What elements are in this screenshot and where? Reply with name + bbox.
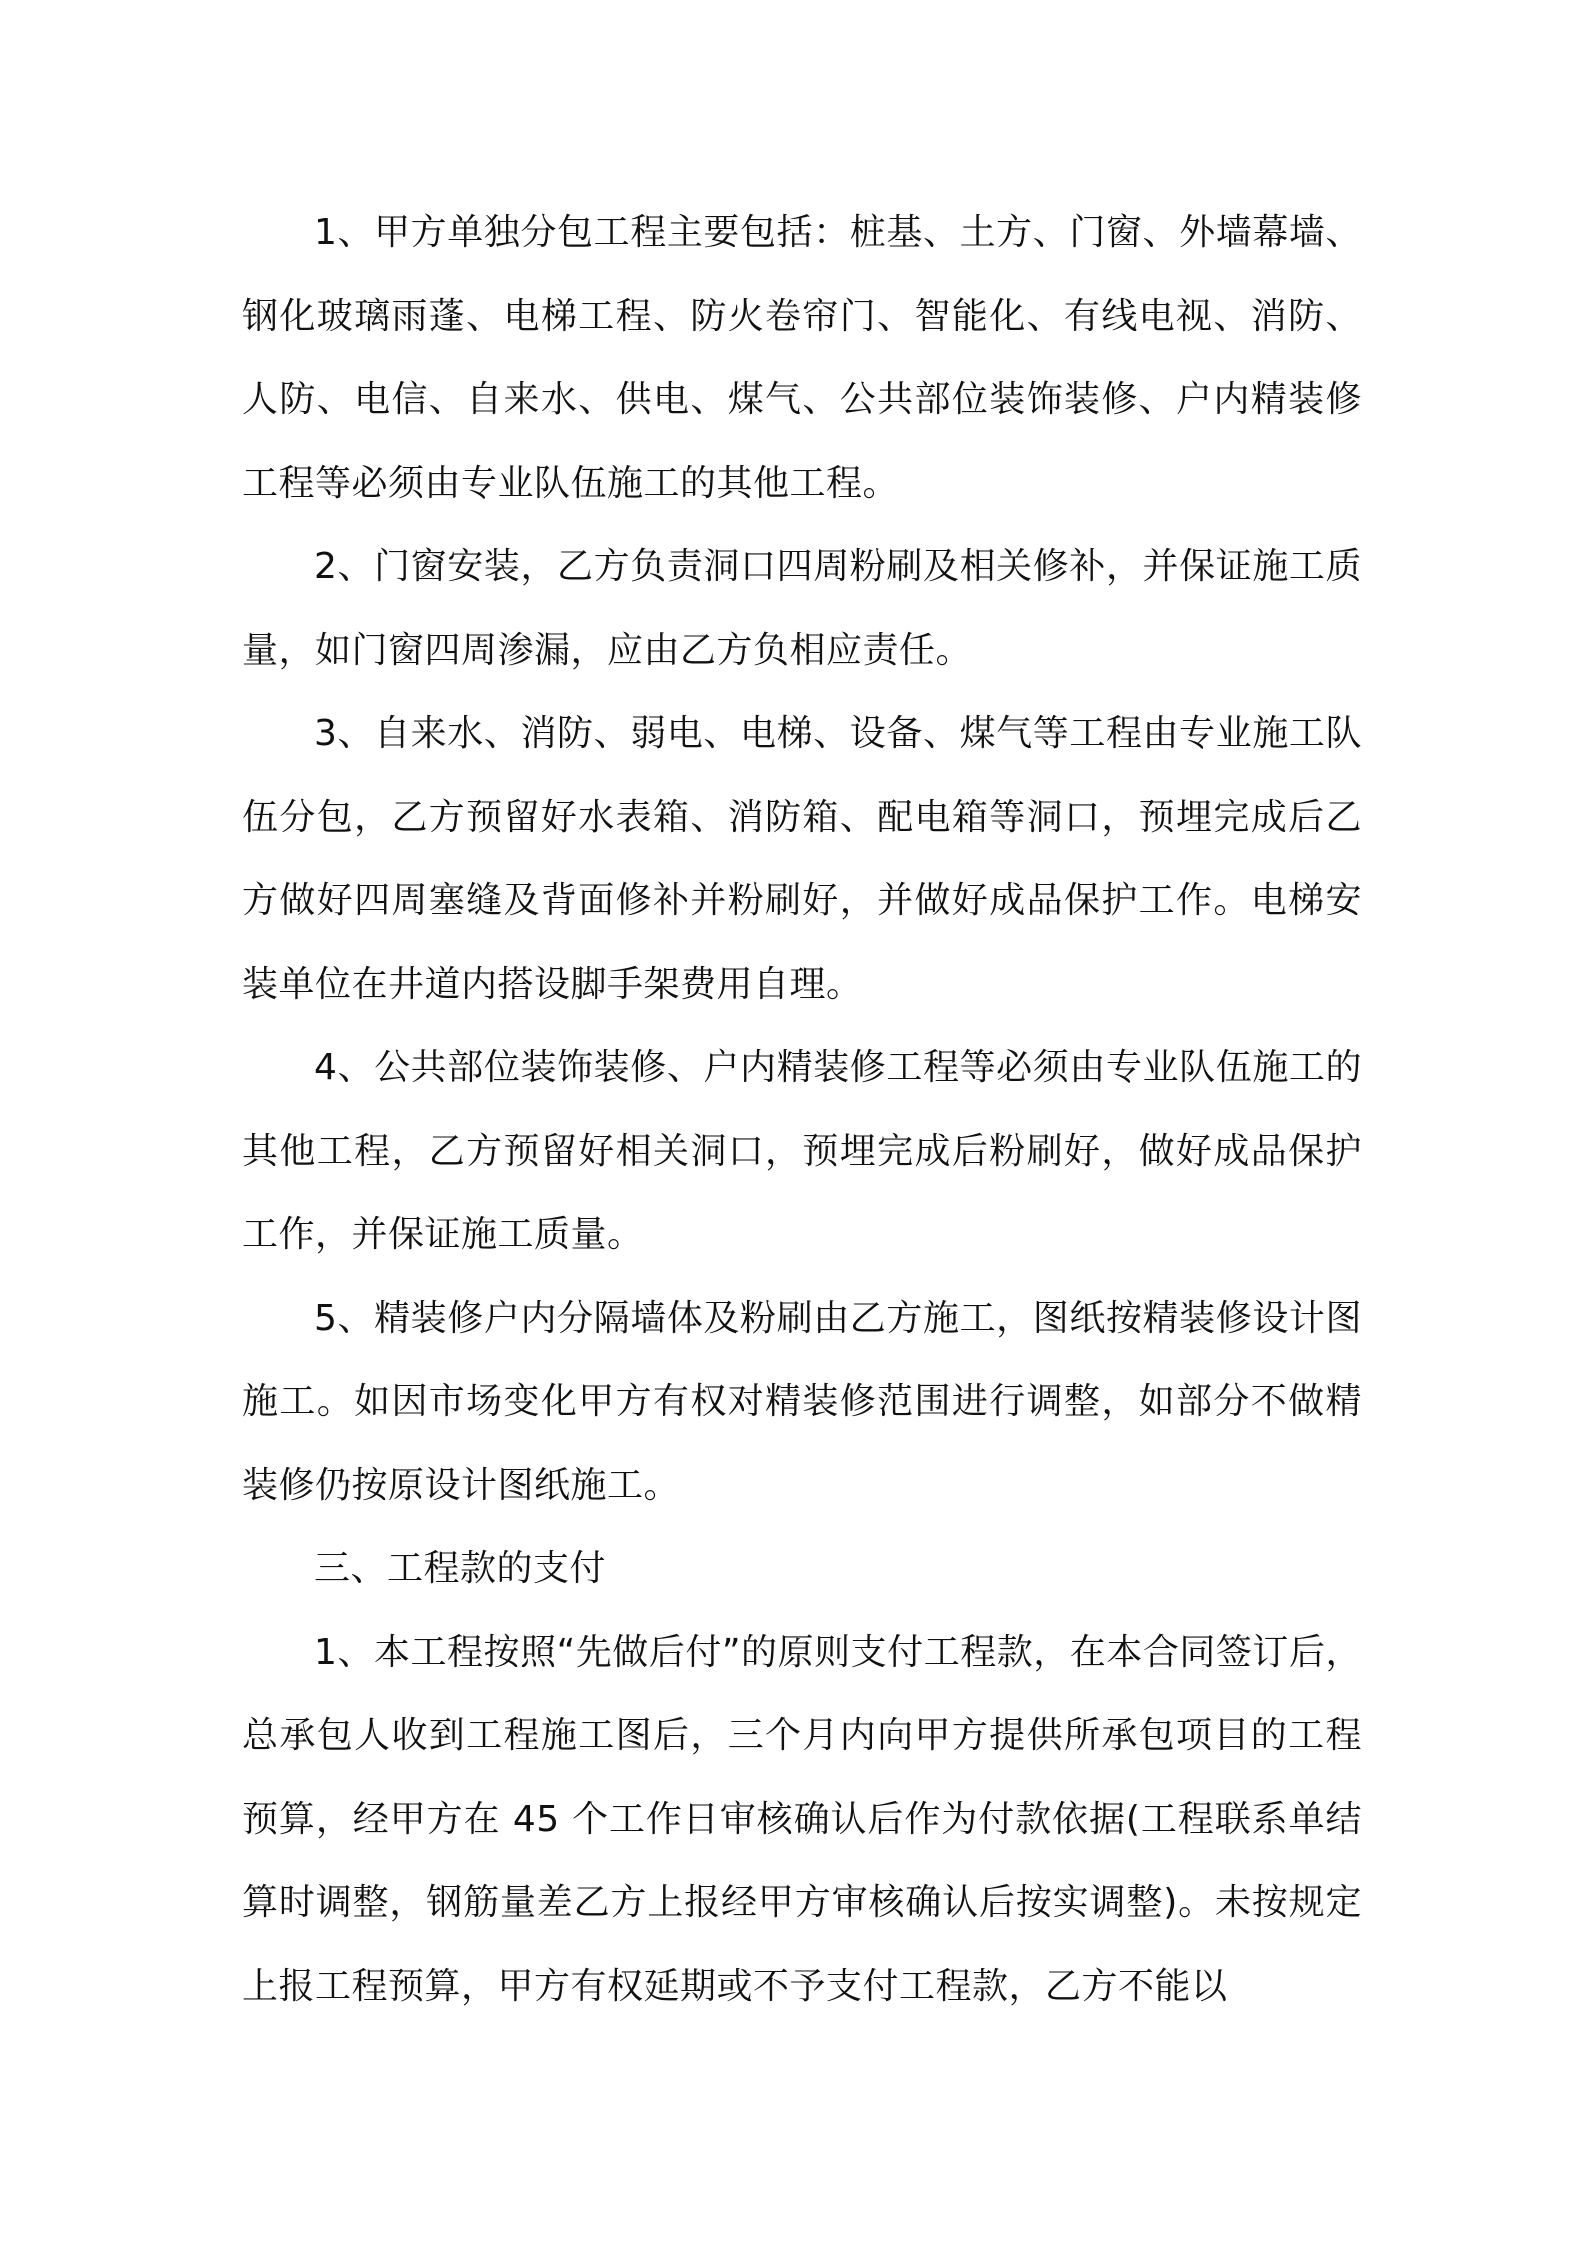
section-heading: 三、工程款的支付 [314, 1548, 607, 1589]
paragraph-3: 3、自来水、消防、弱电、电梯、设备、煤气等工程由专业施工队伍分包，乙方预留好水表箱、消防箱、配电箱等洞口，预埋完成后乙方做好四周塞缝及背面修补并粉刷好，并做好成品保护工作。电梯安装单位在井道内搭设脚手架费用自理。 [242, 713, 1362, 1005]
paragraph-2: 2、门窗安装，乙方负责洞口四周粉刷及相关修补，并保证施工质量，如门窗四周渗漏，应由乙方负相应责任。 [242, 546, 1362, 671]
paragraph-4: 4、公共部位装饰装修、户内精装修工程等必须由专业队伍施工的其他工程，乙方预留好相关洞口，预埋完成后粉刷好，做好成品保护工作，并保证施工质量。 [242, 1047, 1362, 1255]
paragraph-5: 5、精装修户内分隔墙体及粉刷由乙方施工，图纸按精装修设计图施工。如因市场变化甲方有权对精装修范围进行调整，如部分不做精装修仍按原设计图纸施工。 [242, 1297, 1362, 1506]
document-body [242, 191, 1362, 2028]
paragraph-payment-1: 1、本工程按照“先做后付”的原则支付工程款，在本合同签订后，总承包人收到工程施工图后，三个月内向甲方提供所承包项目的工程预算，经甲方在 45 个工作日审核确认后作为付款依据(工程联系单结算时调整，钢筋量差乙方上报经甲方审核确认后按实调整)。未按规定上报工程预算，甲方有权延期或不予支付工程款，乙方不能以 [242, 1631, 1362, 2007]
paragraph-1: 1、甲方单独分包工程主要包括：桩基、土方、门窗、外墙幕墙、钢化玻璃雨蓬、电梯工程、防火卷帘门、智能化、有线电视、消防、人防、电信、自来水、供电、煤气、公共部位装饰装修、户内精装修工程等必须由专业队伍施工的其他工程。 [242, 212, 1362, 504]
